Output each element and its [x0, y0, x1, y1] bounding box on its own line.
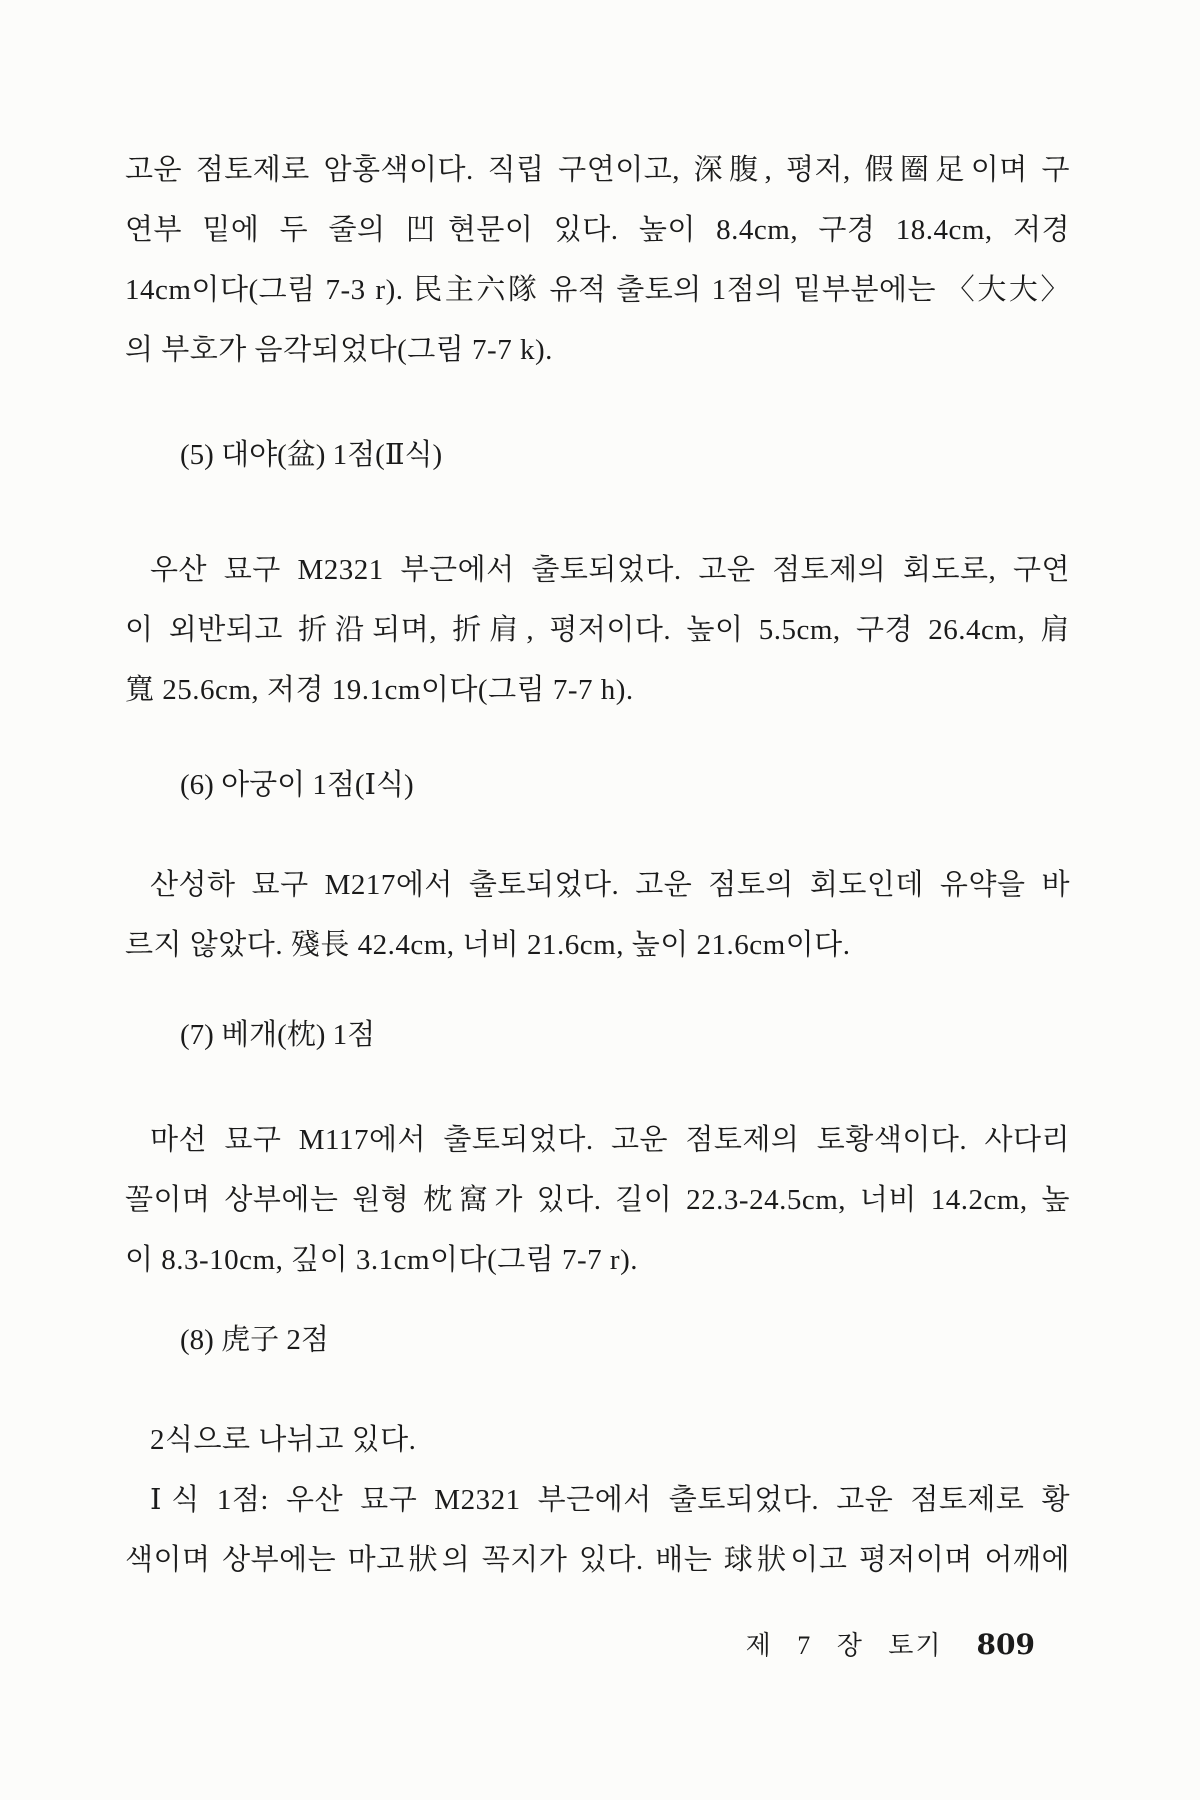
footer-page-number: 809: [976, 1628, 1035, 1661]
section-heading-8: (8) 虎子 2점: [180, 1324, 329, 1356]
text-column: [125, 140, 1070, 1676]
body-line: 14cm이다(그림 7-3 r). 民主六隊 유적 출토의 1점의 밑부분에는 〈大大〉: [125, 274, 1070, 306]
body-line: 꼴이며 상부에는 원형 枕窩가 있다. 길이 22.3-24.5cm, 너비 14.2cm, 높: [125, 1184, 1070, 1216]
body-line: 산성하 묘구 M217에서 출토되었다. 고운 점토의 회도인데 유약을 바: [150, 869, 1070, 901]
body-line: 우산 묘구 M2321 부근에서 출토되었다. 고운 점토제의 회도로, 구연: [150, 554, 1070, 586]
page-footer: [125, 1615, 1035, 1676]
body-line: 이 8.3-10cm, 깊이 3.1cm이다(그림 7-7 r).: [125, 1244, 638, 1276]
section-heading-6: (6) 아궁이 1점(Ⅰ식): [180, 769, 414, 801]
section-heading-7: (7) 베개(枕) 1점: [180, 1019, 376, 1051]
paragraph-section-5: [125, 540, 1070, 720]
footer-chapter-label: 제 7 장 토기: [745, 1631, 943, 1660]
body-line: Ⅰ식 1점: 우산 묘구 M2321 부근에서 출토되었다. 고운 점토제로 황: [150, 1484, 1070, 1516]
body-line: 이 외반되고 折沿되며, 折肩, 평저이다. 높이 5.5cm, 구경 26.4cm, 肩: [125, 614, 1070, 646]
section-heading-5: (5) 대야(盆) 1점(Ⅱ식): [180, 439, 443, 471]
body-line: 의 부호가 음각되었다(그림 7-7 k).: [125, 334, 553, 366]
paragraph-section-8-intro: [125, 1410, 1070, 1470]
paragraph-section-7: [125, 1110, 1070, 1290]
body-line: 寬 25.6cm, 저경 19.1cm이다(그림 7-7 h).: [125, 674, 634, 706]
body-line: 2식으로 나뉘고 있다.: [150, 1424, 417, 1456]
body-line: 마선 묘구 M117에서 출토되었다. 고운 점토제의 토황색이다. 사다리: [150, 1124, 1070, 1156]
paragraph-section-8: [125, 1470, 1070, 1590]
body-line: 색이며 상부에는 마고狀의 꼭지가 있다. 배는 球狀이고 평저이며 어깨에: [125, 1544, 1070, 1576]
paragraph-intro: [125, 140, 1070, 380]
body-line: 르지 않았다. 殘長 42.4cm, 너비 21.6cm, 높이 21.6cm이다.: [125, 929, 851, 961]
body-line: 연부 밑에 두 줄의 凹현문이 있다. 높이 8.4cm, 구경 18.4cm, 저경: [125, 214, 1070, 246]
body-line: 고운 점토제로 암홍색이다. 직립 구연이고, 深腹, 평저, 假圈足이며 구: [125, 154, 1070, 186]
paragraph-section-6: [125, 855, 1070, 975]
